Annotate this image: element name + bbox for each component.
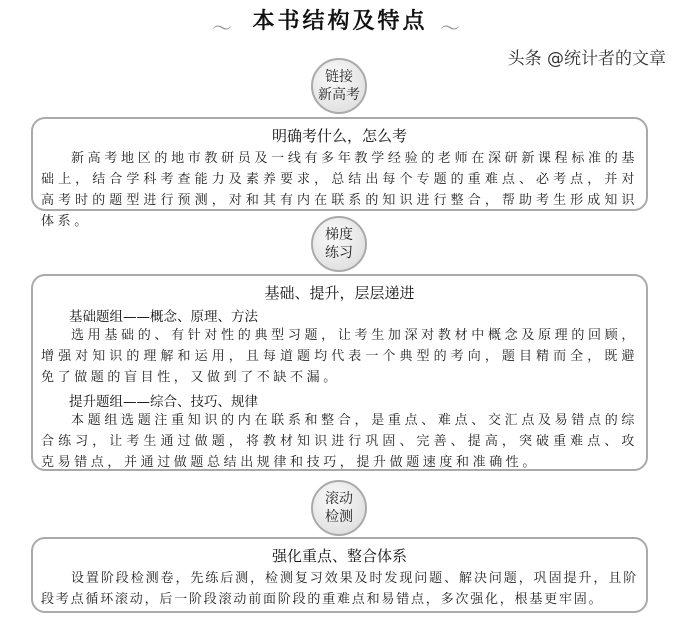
section-heading: 基础、提升，层层递进 (264, 284, 415, 302)
watermark: 头条 @统计者的文章 (507, 49, 666, 69)
badge-link-new-exam (311, 58, 367, 114)
page-title: 本书结构及特点 (252, 9, 428, 34)
badge-line: 滚动 (325, 491, 353, 507)
subheading-advanced: 提升题组——综合、技巧、规律 (69, 394, 258, 410)
badge-line: 梯度 (325, 227, 353, 243)
section-box-1 (31, 117, 648, 229)
section-body-basic: 选用基础的、有针对性的典型习题，让考生加深对教材中概念及原理的回顾，增强对知识的理解和运用，且每道题均代表一个典型的考向，题目精而全，既避免了做题的盲目性，又做到了不缺不漏。 (41, 328, 638, 385)
badge-line: 检测 (325, 509, 353, 525)
section-heading: 强化重点、整合体系 (271, 547, 407, 565)
badge-rolling-test (311, 480, 367, 536)
badge-line: 链接 (325, 69, 353, 85)
swirl-right-icon: 〜 (440, 16, 460, 40)
section-body: 设置阶段检测卷，先练后测，检测复习效果及时发现问题、解决问题，巩固提升，且阶段考点循环滚动，后一阶段滚动前面阶段的重难点和易错点，多次强化，根基更牢固。 (41, 571, 638, 607)
subheading-basic: 基础题组——概念、原理、方法 (69, 309, 258, 325)
section-box-3 (31, 537, 648, 613)
section-heading: 明确考什么，怎么考 (271, 127, 407, 145)
badge-line: 练习 (325, 245, 353, 261)
badge-gradient-practice (311, 216, 367, 272)
section-body: 新高考地区的地市教研员及一线有多年教学经验的老师在深研新课程标准的基础上，结合学科考查能力及素养要求，总结出每个专题的重难点、必考点，并对高考时的题型进行预测，对和其有内在联系的知识进行整合，帮助考生形成知识体系。 (41, 151, 638, 229)
section-box-2 (31, 274, 648, 471)
section-body-advanced: 本题组选题注重知识的内在联系和整合，是重点、难点、交汇点及易错点的综合练习，让考生通过做题，将教材知识进行巩固、完善、提高，突破重难点、攻克易错点，并通过做题总结出规律和技巧，提升做题速度和准确性。 (41, 413, 638, 470)
swirl-left-icon: 〜 (212, 16, 232, 40)
badge-line: 新高考 (318, 87, 360, 103)
